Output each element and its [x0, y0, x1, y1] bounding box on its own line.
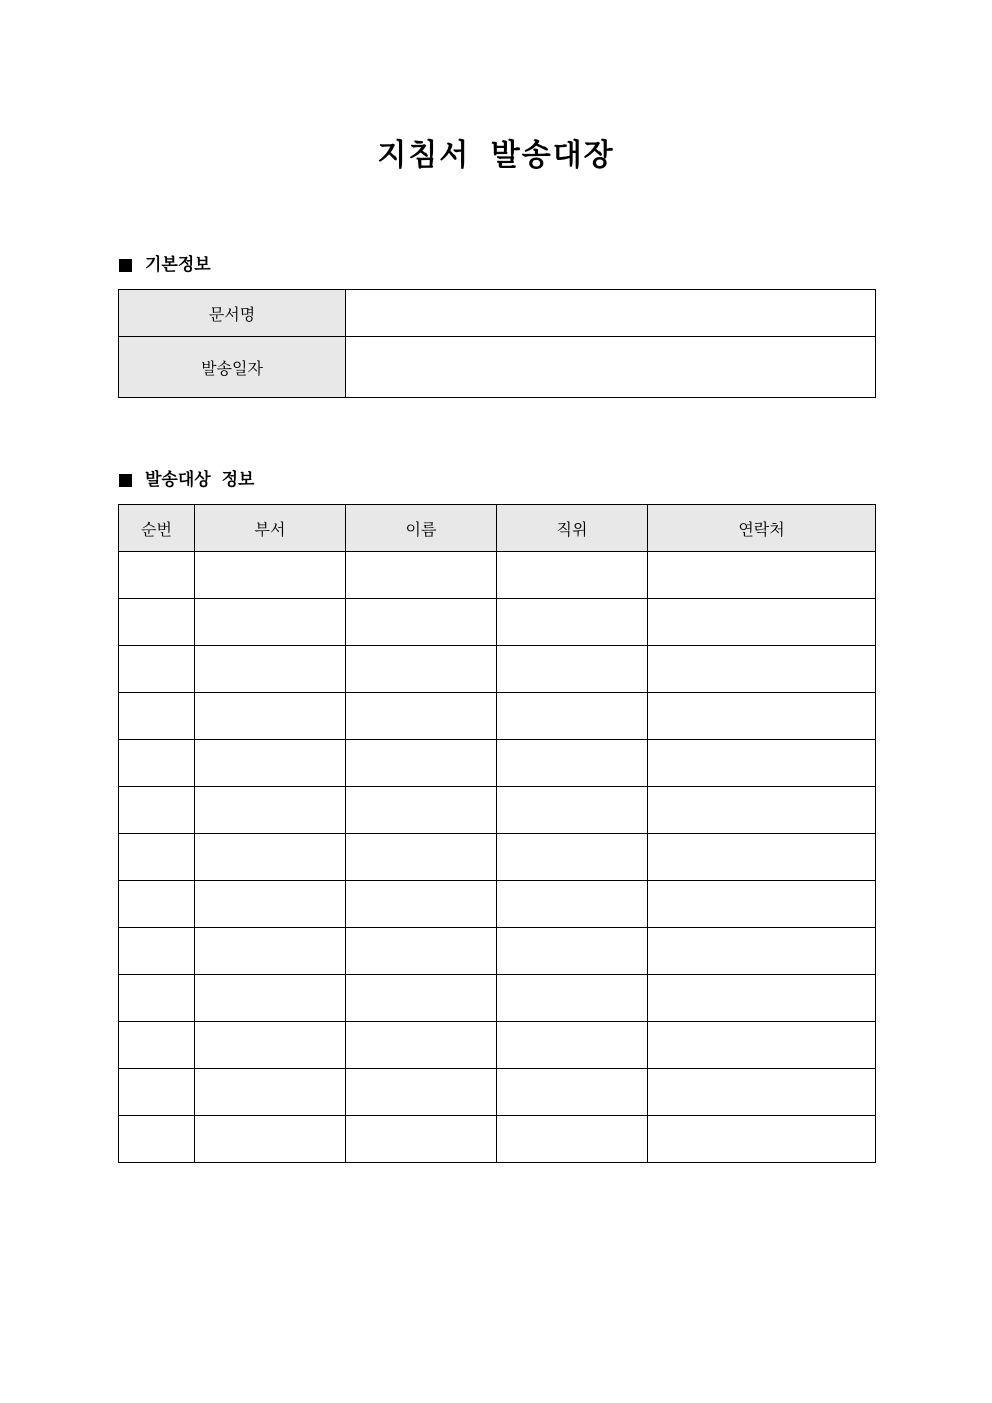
- table-row: [119, 1069, 876, 1116]
- column-header-position: 직위: [497, 505, 648, 552]
- contact-cell[interactable]: [648, 975, 876, 1022]
- contact-cell[interactable]: [648, 1022, 876, 1069]
- name-cell[interactable]: [346, 928, 497, 975]
- column-header-department: 부서: [195, 505, 346, 552]
- table-row: [119, 787, 876, 834]
- number-cell[interactable]: [119, 928, 195, 975]
- table-row: [119, 1022, 876, 1069]
- send-date-label: 발송일자: [119, 337, 346, 398]
- table-row: [119, 646, 876, 693]
- name-cell[interactable]: [346, 881, 497, 928]
- number-cell[interactable]: [119, 552, 195, 599]
- department-cell[interactable]: [195, 881, 346, 928]
- name-cell[interactable]: [346, 1022, 497, 1069]
- number-cell[interactable]: [119, 740, 195, 787]
- number-cell[interactable]: [119, 975, 195, 1022]
- position-cell[interactable]: [497, 928, 648, 975]
- department-cell[interactable]: [195, 1069, 346, 1116]
- position-cell[interactable]: [497, 599, 648, 646]
- department-cell[interactable]: [195, 975, 346, 1022]
- table-row: [119, 1116, 876, 1163]
- contact-cell[interactable]: [648, 646, 876, 693]
- department-cell[interactable]: [195, 552, 346, 599]
- square-bullet-icon: [119, 474, 132, 487]
- recipients-table-body: [119, 552, 876, 1163]
- contact-cell[interactable]: [648, 552, 876, 599]
- basic-info-table: [118, 289, 876, 398]
- name-cell[interactable]: [346, 1116, 497, 1163]
- position-cell[interactable]: [497, 881, 648, 928]
- position-cell[interactable]: [497, 787, 648, 834]
- position-cell[interactable]: [497, 975, 648, 1022]
- table-row: [119, 693, 876, 740]
- department-cell[interactable]: [195, 646, 346, 693]
- column-header-number: 순번: [119, 505, 195, 552]
- table-row: [119, 975, 876, 1022]
- table-row: [119, 552, 876, 599]
- name-cell[interactable]: [346, 834, 497, 881]
- contact-cell[interactable]: [648, 693, 876, 740]
- number-cell[interactable]: [119, 881, 195, 928]
- position-cell[interactable]: [497, 646, 648, 693]
- position-cell[interactable]: [497, 834, 648, 881]
- basic-info-row-send-date: [119, 337, 876, 398]
- table-row: [119, 834, 876, 881]
- contact-cell[interactable]: [648, 834, 876, 881]
- department-cell[interactable]: [195, 599, 346, 646]
- contact-cell[interactable]: [648, 1116, 876, 1163]
- name-cell[interactable]: [346, 740, 497, 787]
- contact-cell[interactable]: [648, 928, 876, 975]
- department-cell[interactable]: [195, 834, 346, 881]
- department-cell[interactable]: [195, 787, 346, 834]
- number-cell[interactable]: [119, 1022, 195, 1069]
- name-cell[interactable]: [346, 1069, 497, 1116]
- number-cell[interactable]: [119, 1116, 195, 1163]
- name-cell[interactable]: [346, 646, 497, 693]
- position-cell[interactable]: [497, 693, 648, 740]
- column-header-contact: 연락처: [648, 505, 876, 552]
- number-cell[interactable]: [119, 787, 195, 834]
- column-header-name: 이름: [346, 505, 497, 552]
- document-name-field[interactable]: [346, 290, 876, 337]
- department-cell[interactable]: [195, 693, 346, 740]
- name-cell[interactable]: [346, 693, 497, 740]
- basic-info-row-document-name: [119, 290, 876, 337]
- department-cell[interactable]: [195, 928, 346, 975]
- contact-cell[interactable]: [648, 1069, 876, 1116]
- recipients-header-row: [119, 505, 876, 552]
- table-row: [119, 740, 876, 787]
- position-cell[interactable]: [497, 552, 648, 599]
- department-cell[interactable]: [195, 1116, 346, 1163]
- department-cell[interactable]: [195, 740, 346, 787]
- table-row: [119, 928, 876, 975]
- contact-cell[interactable]: [648, 881, 876, 928]
- basic-info-heading: [119, 253, 211, 277]
- table-row: [119, 881, 876, 928]
- number-cell[interactable]: [119, 599, 195, 646]
- name-cell[interactable]: [346, 599, 497, 646]
- department-cell[interactable]: [195, 1022, 346, 1069]
- number-cell[interactable]: [119, 1069, 195, 1116]
- document-title: 지침서 발송대장: [377, 138, 615, 173]
- recipients-table: [118, 504, 876, 1163]
- recipients-heading-label: 발송대상 정보: [145, 470, 255, 490]
- name-cell[interactable]: [346, 552, 497, 599]
- position-cell[interactable]: [497, 740, 648, 787]
- contact-cell[interactable]: [648, 787, 876, 834]
- position-cell[interactable]: [497, 1116, 648, 1163]
- square-bullet-icon: [119, 259, 132, 272]
- position-cell[interactable]: [497, 1022, 648, 1069]
- contact-cell[interactable]: [648, 740, 876, 787]
- document-name-label: 문서명: [119, 290, 346, 337]
- number-cell[interactable]: [119, 693, 195, 740]
- send-date-field[interactable]: [346, 337, 876, 398]
- basic-info-heading-label: 기본정보: [145, 255, 211, 275]
- number-cell[interactable]: [119, 834, 195, 881]
- number-cell[interactable]: [119, 646, 195, 693]
- position-cell[interactable]: [497, 1069, 648, 1116]
- table-row: [119, 599, 876, 646]
- name-cell[interactable]: [346, 975, 497, 1022]
- name-cell[interactable]: [346, 787, 497, 834]
- contact-cell[interactable]: [648, 599, 876, 646]
- recipients-heading: [119, 468, 254, 492]
